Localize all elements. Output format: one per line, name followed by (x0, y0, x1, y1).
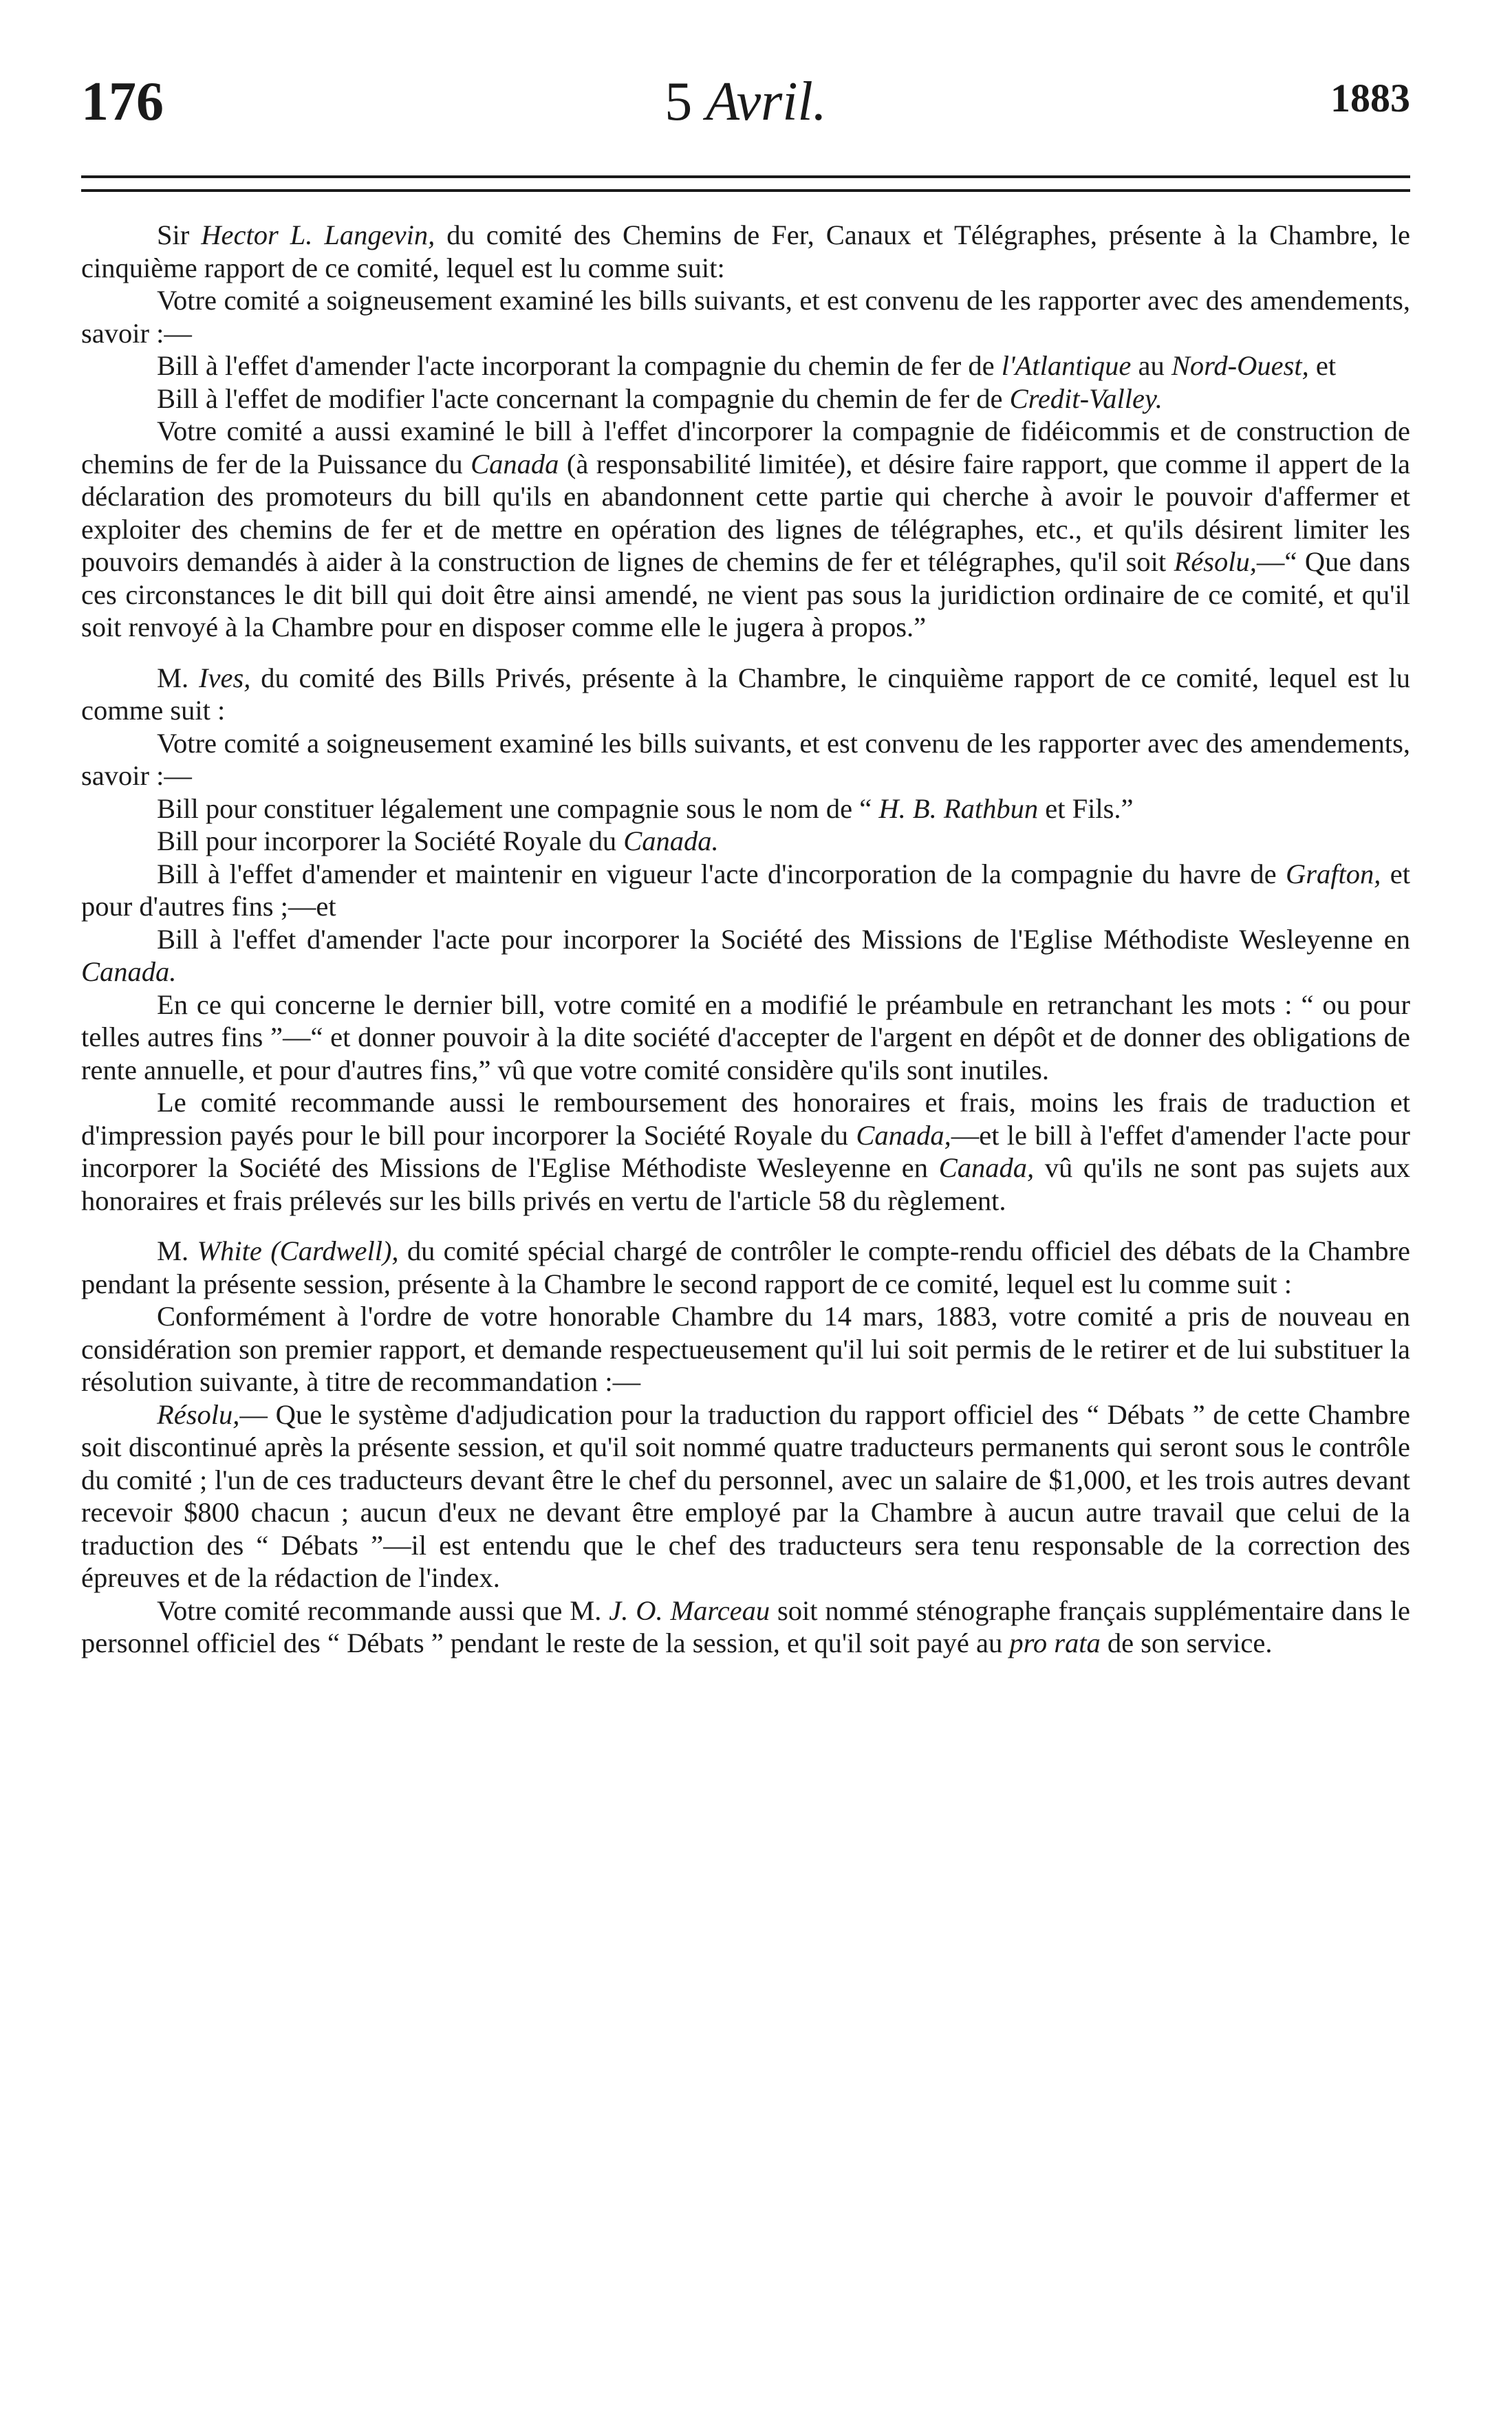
text-run: au (1131, 350, 1171, 381)
paragraph (81, 1300, 1410, 1398)
italic-text: Canada (471, 448, 559, 479)
italic-text: J. O. Marceau (609, 1594, 770, 1626)
text-run: du comité spécial chargé de contrôler le compte-rendu officiel des débats de la Chambre pendant la présente session, présente à la Chambre le second rapport de ce comité, lequel est lu comme suit : (81, 1235, 1411, 1299)
text-run: du comité des Chemins de Fer, Canaux et Télégraphes, présente à la Chambre, le cinquième rapport de ce comité, lequel est lu comme suit: (81, 219, 1411, 283)
page-date (81, 72, 1410, 132)
text-run: Votre comité recommande aussi que M. (157, 1594, 609, 1626)
paragraph (81, 792, 1410, 825)
paragraph (81, 415, 1410, 644)
paragraph (81, 662, 1410, 727)
text-run: —“ Que dans ces circonstances le dit bill qui doit être ainsi amendé, ne vient pas sous la juridiction ordinaire de ce comité, et qu'il soit renvoyé à la Chambre pour en disposer comme elle le jugera à propos.” (81, 546, 1410, 642)
text-run: Bill à l'effet d'amender et maintenir en vigueur l'acte d'incorporation de la compagnie du havre de (157, 858, 1286, 889)
paragraph (81, 382, 1410, 415)
date-day: 5 (665, 72, 693, 132)
text-run: (à responsabilité limitée), et désire faire rapport, que comme il appert de la déclaration des promoteurs du bill qu'ils en abandonnent cette partie qui cherche à avoir le pouvoir d'affermer et exploiter des chemins de fer et de mettre en opération des lignes de télégraphes, etc., et qu'ils désirent limiter les pouvoirs demandés à aider à la construction de lignes de chemins de fer et télégraphes, qu'il soit (81, 448, 1411, 577)
italic-text: pro rata (1009, 1627, 1101, 1658)
text-run: Votre comité a aussi examiné le bill à l'effet d'incorporer la compagnie de fidéicommis et de construction de chemins de fer de la Puissance du (81, 415, 1410, 479)
text-run: vû qu'ils ne sont pas sujets aux honoraires et frais prélevés sur les bills privés en vertu de l'article 58 du règlement. (81, 1152, 1410, 1216)
paragraph (81, 858, 1410, 923)
paragraph (81, 1398, 1410, 1594)
text-run: M. (157, 1235, 197, 1266)
paragraph (81, 349, 1410, 382)
text-run: En ce qui concerne le dernier bill, votre comité en a modifié le préambule en retranchant les mots : “ ou pour telles autres fins ”—“ et donner pouvoir à la dite société d'accepter de l'argent en dépôt et de donner des obligations de rente annuelle, et pour d'autres fins,” vû que votre comité considère qu'ils sont inutiles. (81, 988, 1410, 1085)
date-month: Avril. (706, 72, 827, 132)
paragraph (81, 1594, 1410, 1660)
paragraph (81, 988, 1410, 1087)
italic-text: Résolu, (157, 1398, 240, 1430)
page-header (81, 74, 1410, 143)
paragraph (81, 1235, 1410, 1300)
italic-text: Canada. (81, 956, 177, 987)
text-run: — Que le système d'adjudication pour la traduction du rapport officiel des “ Débats ” de cette Chambre soit discontinué après la présente session, et qu'il soit nommé quatre traducteurs permanents qui seront sous le contrôle du comité ; l'un de ces traducteurs devant être le chef du personnel, avec un salaire de $1,000, et les trois autres devant recevoir $800 chacun ; aucun d'eux ne devant être employé par la Chambre à aucun autre travail que celui de la traduction des “ Débats ”—il est entendu que le chef des traducteurs sera tenu responsable de la correction des épreuves et de la rédaction de l'index. (81, 1398, 1410, 1593)
text-run: Conformément à l'ordre de votre honorable Chambre du 14 mars, 1883, votre comité a pris de nouveau en considération son premier rapport, et demande respectueusement qu'il lui soit permis de le retirer et de lui substituer la résolution suivante, à titre de recommandation :— (81, 1301, 1410, 1397)
paragraph (81, 219, 1410, 284)
text-run: et pour d'autres fins ;—et (81, 858, 1410, 922)
text-run: et (1308, 350, 1337, 381)
text-run: soit nommé sténographe français supplémentaire dans le personnel officiel des “ Débats ” pendant le reste de la session, et qu'il soit payé au (81, 1594, 1411, 1658)
paragraph (81, 825, 1410, 858)
italic-text: Ives, (199, 662, 251, 693)
text-run: Bill à l'effet d'amender l'acte incorporant la compagnie du chemin de fer de (157, 350, 1002, 381)
header-rule (81, 175, 1410, 192)
text-run: Bill à l'effet d'amender l'acte pour incorporer la Société des Missions de l'Eglise Méthodiste Wesleyenne en (157, 923, 1410, 955)
italic-text: Hector L. Langevin, (201, 219, 435, 250)
italic-text: Résolu, (1174, 546, 1257, 577)
paragraph (81, 284, 1410, 349)
paragraph (81, 1086, 1410, 1217)
text-run: du comité des Bills Privés, présente à la Chambre, le cinquième rapport de ce comité, lequel est lu comme suit : (81, 662, 1410, 726)
text-run: M. (157, 662, 199, 693)
text-run: de son service. (1100, 1627, 1273, 1658)
text-run: Votre comité a soigneusement examiné les bills suivants, et est convenu de les rapporter avec des amendements, savoir :— (81, 727, 1410, 791)
page-year: 1883 (1330, 76, 1410, 120)
text-run: Bill pour constituer légalement une compagnie sous le nom de “ (157, 792, 879, 824)
italic-text: Canada, (856, 1119, 951, 1151)
italic-text: White (Cardwell), (197, 1235, 399, 1266)
page-number: 176 (81, 72, 164, 132)
text-run: —et le bill à l'effet d'amender l'acte pour incorporer la Société des Missions de l'Eglise Méthodiste Wesleyenne en (81, 1119, 1410, 1183)
italic-text: Grafton, (1286, 858, 1381, 889)
text-run: et Fils.” (1038, 792, 1134, 824)
text-run: Le comité recommande aussi le remboursement des honoraires et frais, moins les frais de traduction et d'impression payés pour le bill pour incorporer la Société Royale du (81, 1087, 1410, 1151)
text-run: Votre comité a soigneusement examiné les bills suivants, et est convenu de les rapporter avec des amendements, savoir :— (81, 285, 1410, 349)
italic-text: Nord-Ouest, (1171, 350, 1309, 381)
italic-text: l'Atlantique (1001, 350, 1132, 381)
italic-text: Credit-Valley. (1009, 382, 1163, 414)
italic-text: H. B. Rathbun (878, 792, 1039, 824)
italic-text: Canada, (938, 1152, 1035, 1183)
text-run: Sir (157, 219, 202, 250)
text-run: Bill à l'effet de modifier l'acte concernant la compagnie du chemin de fer de (157, 382, 1010, 414)
document-body (81, 219, 1410, 1660)
italic-text: Canada. (623, 825, 719, 856)
text-run: Bill pour incorporer la Société Royale du (157, 825, 624, 856)
paragraph (81, 923, 1410, 988)
paragraph (81, 727, 1410, 792)
